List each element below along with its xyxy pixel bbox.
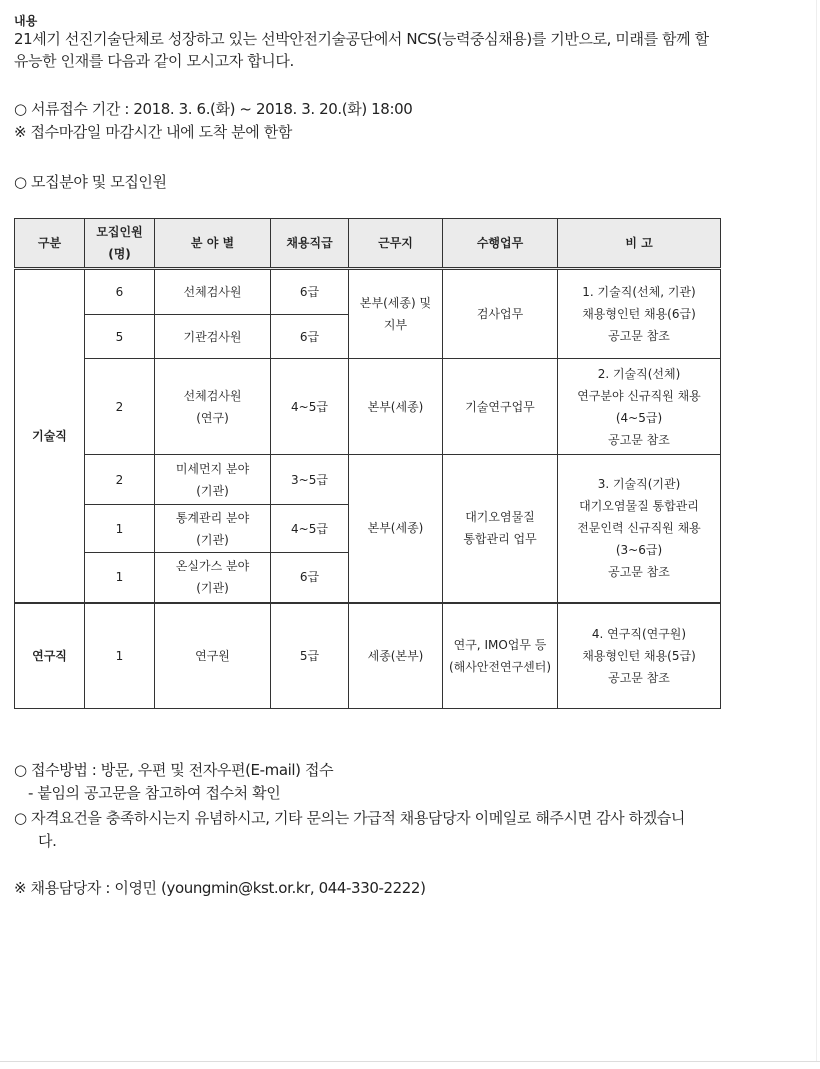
category-tech: 기술직 <box>15 269 85 603</box>
contact-info: ※ 채용담당자 : 이영민 (youngmin@kst.or.kr, 044-330-2222) <box>14 879 426 897</box>
grade-cell: 4~5급 <box>271 359 349 455</box>
location-cell <box>349 269 443 359</box>
duty-cell: 기술연구업무 <box>443 359 558 455</box>
field-cell: 선체검사원 <box>155 269 271 315</box>
field-cell: 기관검사원 <box>155 315 271 359</box>
field-line: (기관) <box>196 581 229 596</box>
table-row <box>15 455 721 505</box>
application-method: ○ 접수방법 : 방문, 우편 및 전자우편(E-mail) 접수 <box>14 761 334 779</box>
header-count-line-2: (명) <box>108 247 131 261</box>
field-cell: 연구원 <box>155 603 271 709</box>
note-line: 3. 기술직(기관) <box>597 477 681 492</box>
note-line: 전문인력 신규직원 채용 <box>577 521 701 536</box>
category-research: 연구직 <box>15 603 85 709</box>
note-cell <box>558 269 721 359</box>
header-field: 분 야 별 <box>155 219 271 269</box>
count-cell: 6 <box>85 269 155 315</box>
count-cell: 1 <box>85 505 155 553</box>
note-line: 4. 연구직(연구원) <box>591 626 687 641</box>
duty-line: 대기오염물질 <box>465 510 535 525</box>
note-line: 대기오염물질 통합관리 <box>579 499 699 514</box>
grade-cell: 6급 <box>271 315 349 359</box>
intro-line-2: 유능한 인재를 다음과 같이 모시고자 합니다. <box>14 52 294 70</box>
grade-cell: 5급 <box>271 603 349 709</box>
duty-cell <box>443 455 558 603</box>
duty-line: 연구, IMO업무 등 <box>453 637 547 652</box>
field-cell <box>155 359 271 455</box>
note-line: 공고문 참조 <box>608 329 670 343</box>
note-cell <box>558 359 721 455</box>
header-location: 근무지 <box>349 219 443 269</box>
note-line: 채용형인턴 채용(5급) <box>582 648 696 663</box>
application-period-note: ※ 접수마감일 마감시간 내에 도착 분에 한함 <box>14 123 292 141</box>
field-cell <box>155 553 271 603</box>
note-line: 공고문 참조 <box>608 565 670 580</box>
duty-line: (해사안전연구센터) <box>448 659 552 674</box>
grade-cell: 4~5급 <box>271 505 349 553</box>
grade-cell: 3~5급 <box>271 455 349 505</box>
duty-cell <box>443 603 558 709</box>
header-category: 구분 <box>15 219 85 269</box>
location-cell: 본부(세종) <box>349 359 443 455</box>
grade-cell: 6급 <box>271 553 349 603</box>
field-line: (연구) <box>196 410 229 425</box>
field-line: 미세먼지 분야 <box>175 461 250 476</box>
count-cell: 5 <box>85 315 155 359</box>
location-line: 지부 <box>383 318 408 332</box>
table-row <box>15 359 721 455</box>
duty-line: 통합관리 업무 <box>463 532 537 547</box>
note-line: 연구분야 신규직원 채용 <box>577 388 701 403</box>
field-line: 온실가스 분야 <box>175 559 250 574</box>
header-grade: 채용직급 <box>271 219 349 269</box>
location-cell: 본부(세종) <box>349 455 443 603</box>
bottom-divider <box>0 1061 820 1062</box>
field-line: 통계관리 분야 <box>175 510 250 525</box>
field-line: 선체검사원 <box>183 388 242 403</box>
table-header-row <box>15 219 721 269</box>
location-line: 본부(세종) 및 <box>359 296 432 310</box>
header-count-line-1: 모집인원 <box>96 225 143 239</box>
intro-line-1: 21세기 선진기술단체로 성장하고 있는 선박안전기술공단에서 NCS(능력중심채용)를 기반으로, 미래를 함께 할 <box>14 30 709 48</box>
note-line: 채용형인턴 채용(6급) <box>582 307 696 321</box>
field-cell <box>155 455 271 505</box>
count-cell: 1 <box>85 603 155 709</box>
field-line: (기관) <box>196 483 229 498</box>
duty-cell: 검사업무 <box>443 269 558 359</box>
header-count <box>85 219 155 269</box>
field-line: (기관) <box>196 532 229 547</box>
application-method-note: - 붙임의 공고문을 참고하여 접수처 확인 <box>28 784 281 802</box>
grade-cell: 6급 <box>271 269 349 315</box>
count-cell: 2 <box>85 455 155 505</box>
table-row <box>15 603 721 709</box>
header-note: 비 고 <box>558 219 721 269</box>
note-line: (3~6급) <box>615 543 663 558</box>
count-cell: 2 <box>85 359 155 455</box>
location-cell: 세종(본부) <box>349 603 443 709</box>
note-line: 공고문 참조 <box>608 670 670 685</box>
count-cell: 1 <box>85 553 155 603</box>
header-duty: 수행업무 <box>443 219 558 269</box>
field-cell <box>155 505 271 553</box>
recruitment-section-title: ○ 모집분야 및 모집인원 <box>14 173 167 191</box>
notice-line-1: ○ 자격요건을 충족하시는지 유념하시고, 기타 문의는 가급적 채용담당자 이메일로 해주시면 감사 하겠습니 <box>14 809 685 827</box>
note-cell <box>558 455 721 603</box>
note-line: 공고문 참조 <box>608 432 670 447</box>
note-line: 1. 기술직(선체, 기관) <box>582 285 696 299</box>
notice-line-2: 다. <box>38 832 57 850</box>
content-heading: 내용 <box>14 14 38 28</box>
recruitment-table <box>14 218 721 709</box>
table-row <box>15 269 721 315</box>
note-cell <box>558 603 721 709</box>
right-divider <box>816 0 817 1061</box>
note-line: 2. 기술직(선체) <box>597 366 681 381</box>
note-line: (4~5급) <box>615 410 663 425</box>
application-period: ○ 서류접수 기간 : 2018. 3. 6.(화) ~ 2018. 3. 20.(화) 18:00 <box>14 100 413 118</box>
